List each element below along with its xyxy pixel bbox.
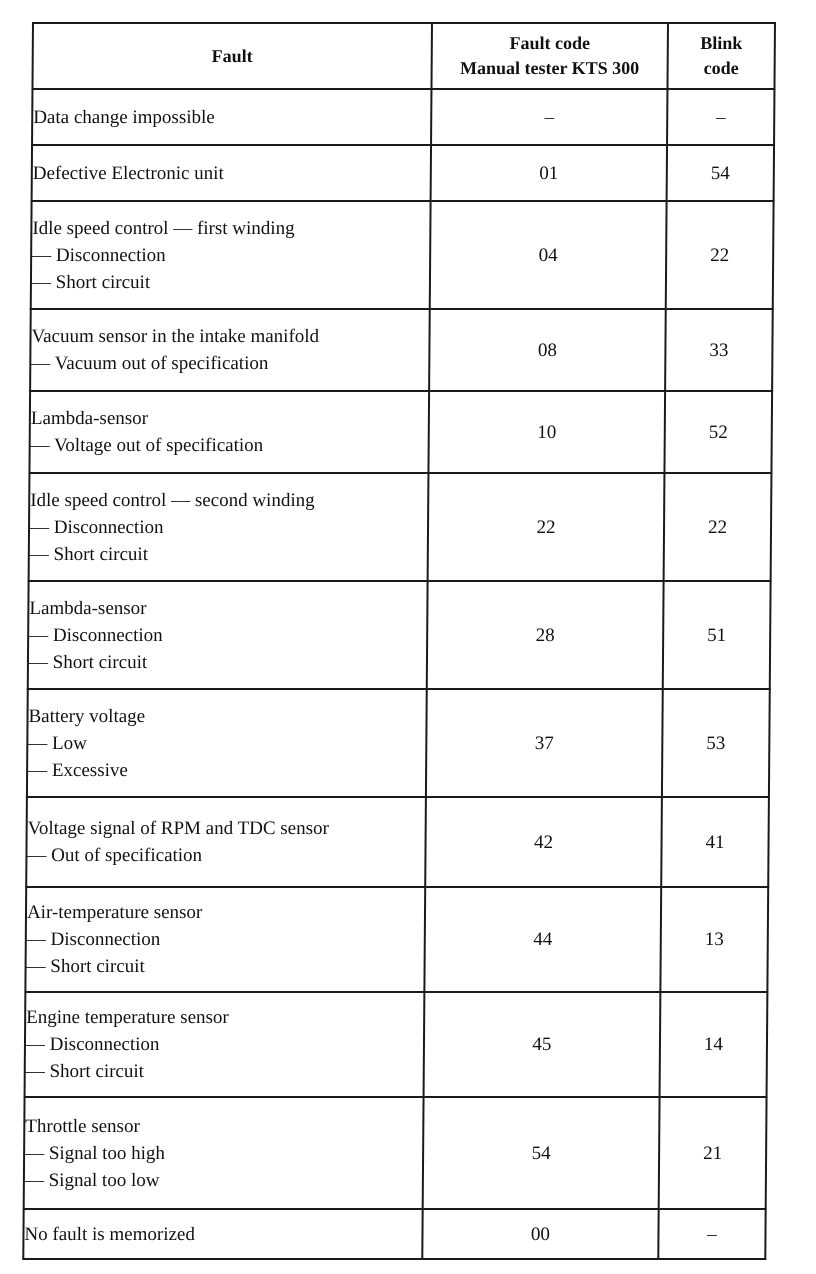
fault-description-line: Lambda-sensor xyxy=(30,408,149,429)
fault-description-line: — Vacuum out of specification xyxy=(31,353,269,374)
fault-description-line: — Short circuit xyxy=(25,1061,145,1082)
table-row xyxy=(25,887,768,992)
fault-code-cell: 45 xyxy=(424,992,661,1097)
fault-description-line: Idle speed control — second winding xyxy=(30,489,315,511)
fault-description xyxy=(29,391,429,473)
table-row xyxy=(30,309,773,391)
fault-description-line: — Disconnection xyxy=(32,244,166,266)
fault-description-line: Vacuum sensor in the intake manifold xyxy=(31,326,320,347)
fault-description-line: Battery voltage xyxy=(28,705,146,727)
fault-description xyxy=(23,1209,422,1259)
fault-description-line: — Disconnection xyxy=(26,929,161,950)
fault-description xyxy=(32,145,431,201)
fault-description-line: — Low xyxy=(28,732,87,754)
table-row xyxy=(27,689,770,797)
blink-code-cell: 53 xyxy=(662,689,770,797)
fault-description-line: — Short circuit xyxy=(26,956,145,977)
blink-code-cell: 13 xyxy=(660,887,768,992)
table-row xyxy=(29,391,772,473)
blink-code-cell: 22 xyxy=(666,201,774,309)
blink-code-cell: 21 xyxy=(659,1097,767,1209)
table-row xyxy=(32,89,774,145)
table-row xyxy=(26,797,769,887)
fault-description-line: — Disconnection xyxy=(25,1034,160,1055)
fault-code-cell: 08 xyxy=(429,309,666,391)
header-fault-code-line-1: Fault code xyxy=(509,33,591,53)
fault-description xyxy=(25,992,425,1097)
fault-description xyxy=(24,1097,424,1209)
table-row xyxy=(23,1209,765,1259)
blink-code-cell: 41 xyxy=(661,797,769,887)
fault-description-line: — Disconnection xyxy=(29,624,163,646)
header-blink-code-line-1: Blink xyxy=(700,33,743,53)
blink-code-cell: – xyxy=(658,1209,765,1259)
fault-description-line: Defective Electronic unit xyxy=(32,162,224,184)
header-row xyxy=(32,23,775,89)
table-row xyxy=(24,1097,767,1209)
fault-description-line: Air-temperature sensor xyxy=(26,902,203,923)
fault-code-cell: 01 xyxy=(431,145,667,201)
table-row xyxy=(25,992,768,1097)
blink-code-cell: 54 xyxy=(667,145,774,201)
fault-code-cell: – xyxy=(431,89,667,145)
blink-code-cell: 33 xyxy=(665,309,773,391)
fault-code-cell: 22 xyxy=(428,473,665,581)
fault-code-cell: 37 xyxy=(426,689,663,797)
fault-description xyxy=(30,309,430,391)
fault-description-line: Data change impossible xyxy=(33,106,215,128)
fault-description-line: Throttle sensor xyxy=(25,1115,140,1137)
fault-description-line: No fault is memorized xyxy=(24,1223,196,1245)
fault-description-line: Voltage signal of RPM and TDC sensor xyxy=(27,818,329,839)
header-fault-code-line-2: Manual tester KTS 300 xyxy=(459,58,640,78)
fault-description-line: — Signal too low xyxy=(24,1169,160,1191)
fault-description xyxy=(26,797,426,887)
header-blink-code xyxy=(667,23,775,89)
header-blink-code-line-2: code xyxy=(703,58,739,78)
table-row xyxy=(31,201,774,309)
fault-description-line: — Disconnection xyxy=(29,516,164,538)
blink-code-cell: 51 xyxy=(663,581,771,689)
fault-description-line: — Out of specification xyxy=(27,845,203,866)
fault-code-cell: 04 xyxy=(430,201,667,309)
fault-code-cell: 42 xyxy=(425,797,662,887)
fault-description-line: — Excessive xyxy=(28,759,128,781)
header-fault: Fault xyxy=(32,23,432,89)
fault-description-line: — Voltage out of specification xyxy=(30,435,264,456)
fault-description xyxy=(32,89,431,145)
fault-description-line: Lambda-sensor xyxy=(29,597,147,619)
fault-description-line: Idle speed control — first winding xyxy=(32,217,295,239)
blink-code-cell: 14 xyxy=(660,992,768,1097)
fault-description-line: — Short circuit xyxy=(31,271,151,293)
fault-code-cell: 00 xyxy=(422,1209,658,1259)
table-row xyxy=(28,581,771,689)
fault-rows xyxy=(23,89,774,1259)
table-row xyxy=(29,473,772,581)
fault-code-cell: 54 xyxy=(423,1097,660,1209)
fault-code-cell: 10 xyxy=(428,391,665,473)
blink-code-cell: 22 xyxy=(664,473,772,581)
fault-code-cell: 44 xyxy=(424,887,661,992)
blink-code-cell: – xyxy=(667,89,774,145)
fault-description xyxy=(31,201,431,309)
fault-code-cell: 28 xyxy=(427,581,664,689)
header-fault-code xyxy=(431,23,668,89)
fault-description-line: — Short circuit xyxy=(28,651,148,673)
fault-description-line: — Short circuit xyxy=(29,543,149,565)
table-row xyxy=(32,145,774,201)
fault-code-table xyxy=(22,22,776,1260)
blink-code-cell: 52 xyxy=(664,391,772,473)
fault-description xyxy=(28,581,428,689)
fault-description-line: — Signal too high xyxy=(25,1142,166,1164)
fault-description-line: Engine temperature sensor xyxy=(26,1007,229,1028)
fault-description xyxy=(25,887,425,992)
fault-description xyxy=(29,473,429,581)
fault-description xyxy=(27,689,427,797)
